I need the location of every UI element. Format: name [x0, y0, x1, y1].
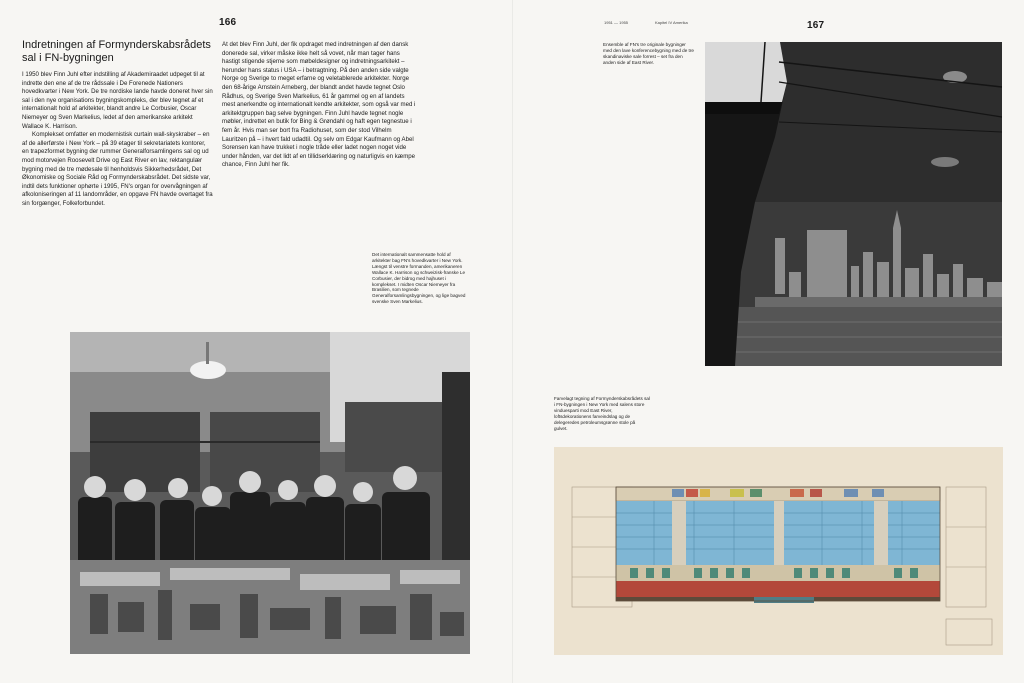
paragraph: I 1950 blev Finn Juhl efter indstilling af Akademiraadet udpeget til at indrette den ene af de tre rådssale i De Forenede Nationers hovedkvarter i New York. De tre nordiske lande havde doneret hver sin sal i den nye organisations bygningskompleks, der blev tegnet af et internationalt hold af arkitekter, blandt andre Le Corbusier, Oscar Niemeyer og Sven Markelius, ledet af den amerikanske arkitekt Wallace K. Harrison. — [22, 71, 213, 130]
body-column-2 — [222, 41, 418, 170]
paragraph: At det blev Finn Juhl, der fik opdraget med indretningen af den dansk donerede sal, virker måske ikke helt så vovet, når man tager hans hastigt stigende stjerne som møbeldesigner og indretningsarkitekt – herunder hans status i USA – i betragtning. På den anden side valgte Norge og Sverige to meget erfarne og veletablerede arkitekter. Norge den 68-årige Arnstein Arneberg, der blandt andet havde tegnet Oslo Rådhus, og Sverige Sven Markelius, 61 år gammel og en af landets mest anerkendte og internationalt kendte arkitekter, som også var med i arkitektgruppen bag selve bygningen. Finn Juhl havde tegnet nogle møbler, indrettet en butik for Bing & Grøndahl og haft egen tegnestue i fem år. Hvis man ser bort fra Radiohuset, som der stod Vilhelm Lauritzen på – i hvert fald udadtil. Og selv om Edgar Kaufmann og Abel Sorensen kan have trukket i nogle tråde eller ladet nogen noget vide under hånden, var det lidt af en tillidserklæring og naturligvis en kæmpe chance, Finn Juhl her fik. — [222, 41, 416, 169]
caption-drawing: Farvelagt tegning af Formynderskabsrådets sal i FN-bygningen i New York med salens store vinduesparti mod East River, loftsdekorationens farveindslag og de delegeredes petroleumsgrønne stole på gulvet. — [554, 396, 651, 431]
ship-skyline-photo — [705, 42, 1002, 366]
running-head-title: Kapitel IV Amerika — [655, 20, 688, 25]
caption-ship: Ensemble af FN's tre originale bygninger med den lave konferencebygning med de tre skandinaviske sale forrest – set fra den anden side af East River. — [603, 42, 694, 65]
chapter-title: Indretningen af Formynderskabsrådets sal i FN-bygningen — [22, 39, 211, 64]
gutter — [512, 0, 513, 683]
council-chamber-drawing — [554, 447, 1003, 655]
page-number-right: 167 — [807, 20, 825, 31]
caption-architects: Det internationalt sammensatte hold af arkitekter bag FN's hovedkvarter i New York. Længst til venstre formanden, amerikaneren Wallace K. Harrison og schweizisk-franske Le Corbusier, der bidrog med hajhuset i komplekset. I midten Oscar Niemeyer fra Brasilien, som tegnede Generalforsamlingsbygningen, og lige bagved svenske Sven Markelius. — [372, 252, 466, 305]
paragraph: Komplekset omfatter en modernistisk curtain wall-skyskraber – en af de allerførste i New York – på 39 etager til sekretariatets kontorer, en trapezformet bygning der rummer Generalforsamlingens sal og ud mod motorvejen Roosevelt Drive og East River en lav, rektangulær bygning med de tre mødesale til henholdsvis Sikkerhedsrådet, Det Økonomiske og Sociale Råd og Formynderskabsrådet. Det sidste var, indtil dets funktioner ophørte i 1995, FN's organ for overvågningen af afkoloniseringen af 11 landområder, en opgave FN havde overtaget fra sin forgænger, Folkeforbundet. — [22, 131, 213, 207]
architects-photo — [70, 332, 470, 654]
body-column-1 — [22, 71, 214, 209]
running-head-years: 1951 — 1955 — [604, 20, 629, 25]
page-number-left: 166 — [219, 17, 237, 28]
